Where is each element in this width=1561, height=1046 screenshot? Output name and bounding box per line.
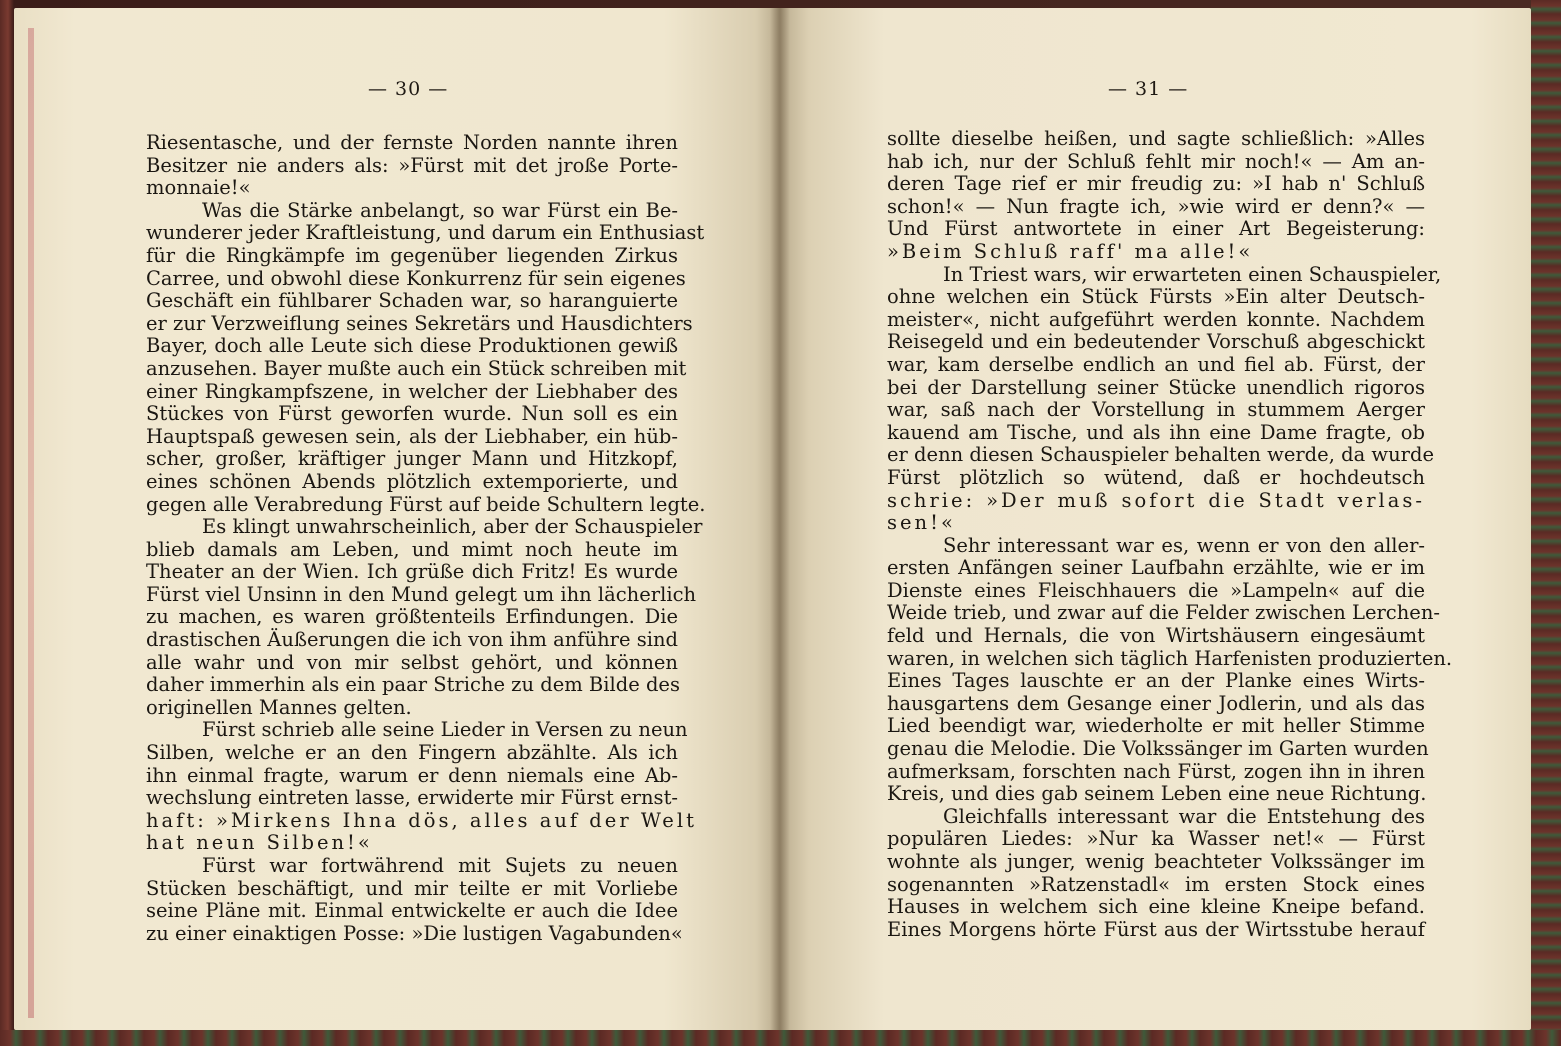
text-line: schrie: »Der muß sofort die Stadt verlas- [887, 488, 1425, 512]
text-line: Theater an der Wien. Ich grüße dich Fritz! Es wurde [146, 560, 678, 584]
text-line: wunderer jeder Kraftleistung, und darum ein Enthusiast [146, 221, 705, 245]
text-line: war, saß nach der Vorstellung in stummem Aerger [887, 398, 1425, 422]
text-line: originellen Mannes gelten. [146, 695, 412, 719]
text-line: meister«, nicht aufgeführt werden konnte. Nachdem [887, 307, 1425, 331]
text-line: bei der Darstellung seiner Stücke unendlich rigoros [887, 375, 1425, 399]
text-line: für die Ringkämpfe im gegenüber liegenden Zirkus [146, 243, 678, 267]
text-line: seine Pläne mit. Einmal entwickelte er auch die Idee [146, 899, 678, 923]
text-line: er zur Verzweiflung seines Sekretärs und Hausdichters [146, 311, 693, 335]
text-line: scher, großer, kräftiger junger Mann und Hitzkopf, [146, 447, 678, 471]
cover-bottom-edge [0, 1030, 1561, 1046]
text-line: Silben, welche er an den Fingern abzählte. Als ich [146, 741, 678, 765]
text-line: ihn einmal fragte, warum er denn niemals eine Ab- [146, 763, 678, 787]
page-edge-stain [28, 28, 34, 1018]
text-line: sogenannten »Ratzenstadl« im ersten Stock eines [887, 872, 1425, 896]
cover-edge [1531, 0, 1561, 1046]
text-line: Bayer, doch alle Leute sich diese Produktionen gewiß [146, 334, 678, 358]
text-line: hausgartens dem Gesange einer Jodlerin, und als das [887, 691, 1425, 715]
text-line: einer Ringkampfszene, in welcher der Liebhaber des [146, 379, 678, 403]
page-number-left: — 30 — [368, 78, 449, 100]
book-gutter [770, 8, 790, 1030]
text-line: sen!« [887, 511, 956, 535]
text-line: feld und Hernals, die von Wirtshäusern eingesäumt [887, 624, 1425, 648]
text-line: Was die Stärke anbelangt, so war Fürst ein Be- [202, 198, 678, 222]
text-line: Sehr interessant war es, wenn er von den aller- [943, 533, 1425, 557]
text-line: Stücken beschäftigt, und mir teilte er mit Vorliebe [146, 876, 678, 900]
text-line: drastischen Äußerungen die ich von ihm anführe sind [146, 628, 678, 652]
text-line: In Triest wars, wir erwarteten einen Schauspieler, [943, 262, 1442, 286]
text-line: aufmerksam, forschten nach Fürst, zogen ihn in ihren [887, 759, 1425, 783]
text-line: daher immerhin als ein paar Striche zu dem Bilde des [146, 673, 680, 697]
text-line: Geschäft ein fühlbarer Schaden war, so haranguierte [146, 289, 678, 313]
text-line: populären Liedes: »Nur ka Wasser net!« — Fürst [887, 827, 1425, 851]
text-line: gegen alle Verabredung Fürst auf beide Schultern legte. [146, 492, 706, 516]
page-number-right: — 31 — [1108, 78, 1189, 100]
text-line: Dienste eines Fleischhauers die »Lampeln« auf die [887, 578, 1425, 602]
text-line: eines schönen Abends plötzlich extemporierte, und [146, 469, 678, 493]
text-line: Eines Morgens hörte Fürst aus der Wirtsstube herauf [887, 917, 1425, 941]
text-line: Riesentasche, und der fernste Norden nannte ihren [146, 131, 678, 154]
text-line: »Beim Schluß raff' ma alle!« [887, 239, 1254, 263]
text-line: Eines Tages lauschte er an der Planke eines Wirts- [887, 669, 1425, 693]
text-line: anzusehen. Bayer mußte auch ein Stück schreiben mit [146, 356, 687, 380]
text-line: Und Fürst antwortete in einer Art Begeisterung: [887, 217, 1425, 241]
left-page-body [146, 131, 706, 945]
text-line: Gleichfalls interessant war die Entstehung des [943, 804, 1425, 828]
text-line: blieb damals am Leben, und mimt noch heute im [146, 537, 678, 561]
text-line: Weide trieb, und zwar auf die Felder zwischen Lerchen- [887, 601, 1440, 625]
text-line: Reisegeld und ein bedeutender Vorschuß abgeschickt [887, 330, 1425, 354]
text-line: Stückes von Fürst geworfen wurde. Nun soll es ein [146, 402, 678, 426]
text-line: deren Tage rief er mir freudig zu: »I hab n' Schluß [887, 172, 1425, 196]
text-line: kauend am Tische, und als ihn eine Dame fragte, ob [887, 420, 1425, 444]
text-line: zu einer einaktigen Posse: »Die lustigen Vagabunden« [146, 921, 683, 945]
text-line: war, kam derselbe endlich an und fiel ab. Fürst, der [887, 352, 1425, 376]
text-line: Kreis, und dies gab seinem Leben eine neue Richtung. [887, 782, 1427, 806]
text-line: Es klingt unwahrscheinlich, aber der Schauspieler [202, 515, 703, 539]
text-line: sollte dieselbe heißen, und sagte schließlich: »Alles [887, 127, 1425, 150]
text-line: Hauptspaß gewesen sein, als der Liebhaber, ein hüb- [146, 424, 678, 448]
text-line: haft: »Mirkens Ihna dös, alles auf der Welt [146, 808, 697, 832]
right-page-body [887, 127, 1453, 941]
text-line: wohnte als junger, wenig beachteter Volkssänger im [887, 850, 1425, 873]
text-line: wechslung eintreten lasse, erwiderte mir Fürst ernst- [146, 786, 678, 810]
text-line: waren, in welchen sich täglich Harfenisten produzierten. [887, 646, 1453, 670]
text-line: Hauses in welchem sich eine kleine Kneipe befand. [887, 895, 1425, 919]
text-line: monnaie!« [146, 176, 251, 200]
text-line: hab ich, nur der Schluß fehlt mir noch!« — Am an- [887, 149, 1425, 173]
text-line: ohne welchen ein Stück Fürsts »Ein alter Deutsch- [887, 285, 1425, 309]
text-line: ersten Anfängen seiner Laufbahn erzählte, wie er im [887, 556, 1425, 580]
text-line: zu machen, es waren größtenteils Erfindungen. Die [146, 605, 678, 629]
text-line: Carree, und obwohl diese Konkurrenz für sein eigenes [146, 266, 686, 290]
text-line: genau die Melodie. Die Volkssänger im Garten wurden [887, 737, 1429, 761]
text-line: Besitzer nie anders als: »Fürst mit det jroße Porte- [146, 153, 678, 177]
text-line: schon!« — Nun fragte ich, »wie wird er denn?« — [887, 194, 1425, 218]
text-line: Fürst schrieb alle seine Lieder in Versen zu neun [202, 718, 688, 742]
text-line: Fürst viel Unsinn in den Mund gelegt um ihn lächerlich [146, 582, 697, 606]
text-line: Lied beendigt war, wiederholte er mit heller Stimme [887, 714, 1425, 738]
text-line: alle wahr und von mir selbst gehört, und können [146, 650, 678, 674]
text-line: er denn diesen Schauspieler behalten werde, da wurde [887, 443, 1434, 467]
text-line: Fürst plötzlich so wütend, daß er hochdeutsch [887, 465, 1425, 489]
text-line: Fürst war fortwährend mit Sujets zu neuen [202, 854, 678, 877]
text-line: hat neun Silben!« [146, 831, 373, 855]
